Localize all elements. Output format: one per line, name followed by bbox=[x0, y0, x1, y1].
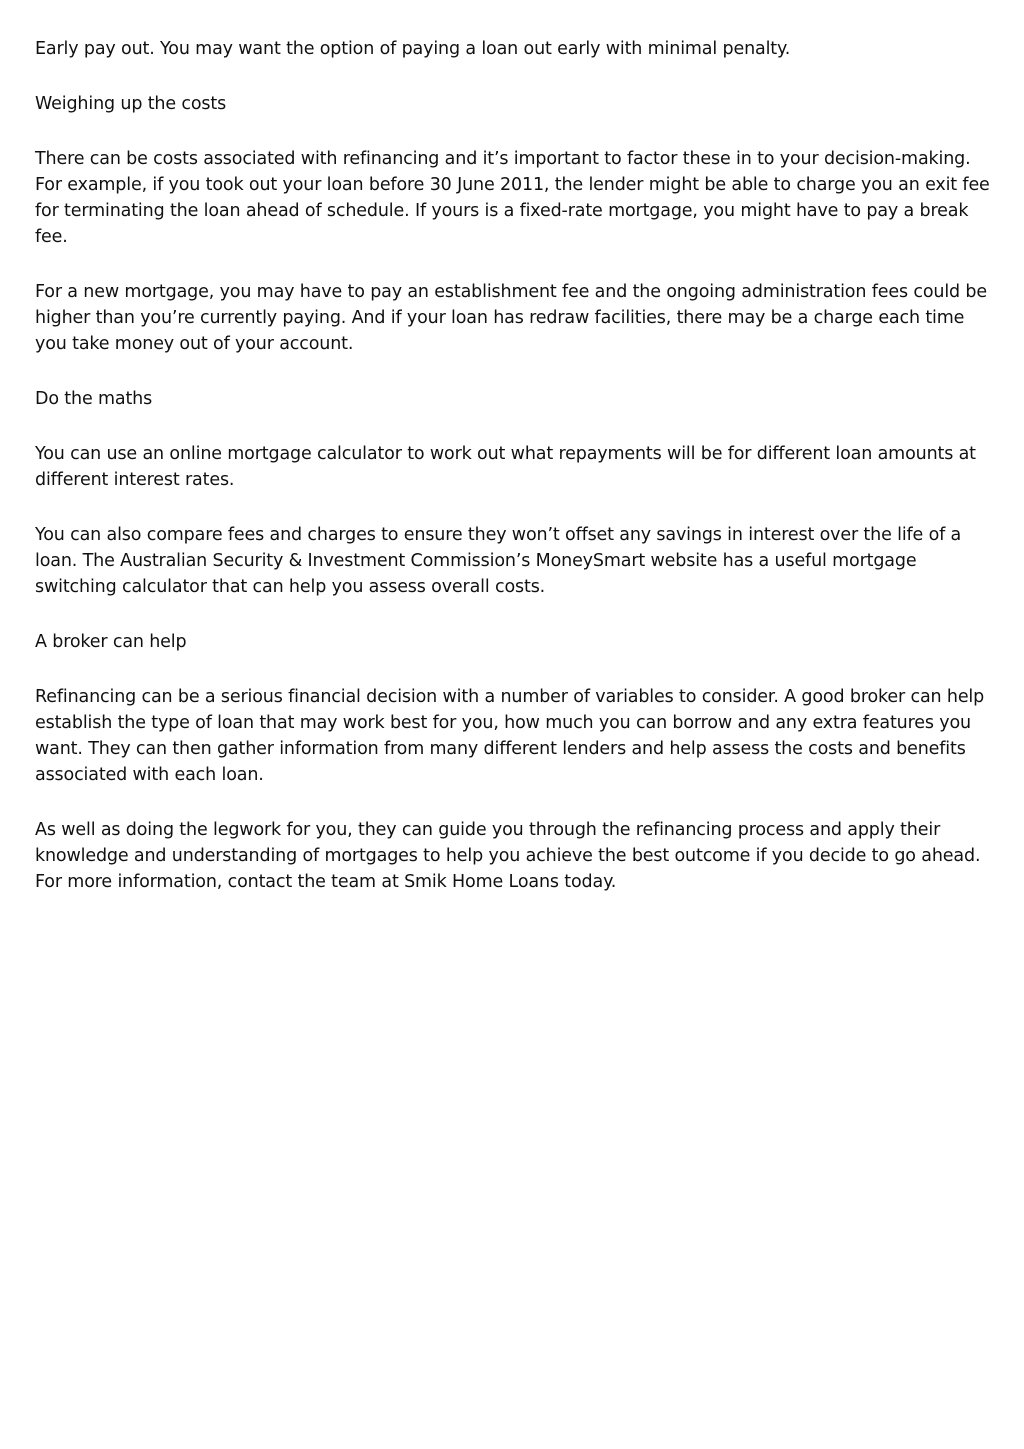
heading-weighing-up-the-costs: Weighing up the costs bbox=[35, 94, 227, 114]
paragraph-broker-help: Refinancing can be a serious financial decision with a number of variables to consider. A good broker can help establish the type of loan that may work best for you, how much you can borrow and any extra features you want. They can then gather information from many different lenders and help assess the costs and benefits associated with each loan. bbox=[35, 687, 985, 785]
document-body bbox=[35, 36, 995, 924]
paragraph-new-mortgage-fees: For a new mortgage, you may have to pay an establishment fee and the ongoing administration fees could be higher than you’re currently paying. And if your loan has redraw facilities, there may be a charge each time you take money out of your account. bbox=[35, 282, 987, 354]
paragraph-legwork: As well as doing the legwork for you, they can guide you through the refinancing process and apply their knowledge and understanding of mortgages to help you achieve the best outcome if you decide to go ahead. For more information, contact the team at Smik Home Loans today. bbox=[35, 820, 981, 892]
heading-do-the-maths: Do the maths bbox=[35, 389, 153, 409]
paragraph-compare-fees: You can also compare fees and charges to ensure they won’t offset any savings in interest over the life of a loan. The Australian Security & Investment Commission’s MoneySmart website has a useful mortgage switching calculator that can help you assess overall costs. bbox=[35, 525, 962, 597]
paragraph-mortgage-calculator: You can use an online mortgage calculator to work out what repayments will be for different loan amounts at different interest rates. bbox=[35, 444, 976, 490]
heading-a-broker-can-help: A broker can help bbox=[35, 632, 187, 652]
paragraph-refinancing-costs: There can be costs associated with refinancing and it’s important to factor these in to your decision-making. For example, if you took out your loan before 30 June 2011, the lender might be able to charge you an exit fee for terminating the loan ahead of schedule. If yours is a fixed-rate mortgage, you might have to pay a break fee. bbox=[35, 149, 990, 247]
paragraph-early-pay-out: Early pay out. You may want the option of paying a loan out early with minimal penalty. bbox=[35, 39, 791, 59]
